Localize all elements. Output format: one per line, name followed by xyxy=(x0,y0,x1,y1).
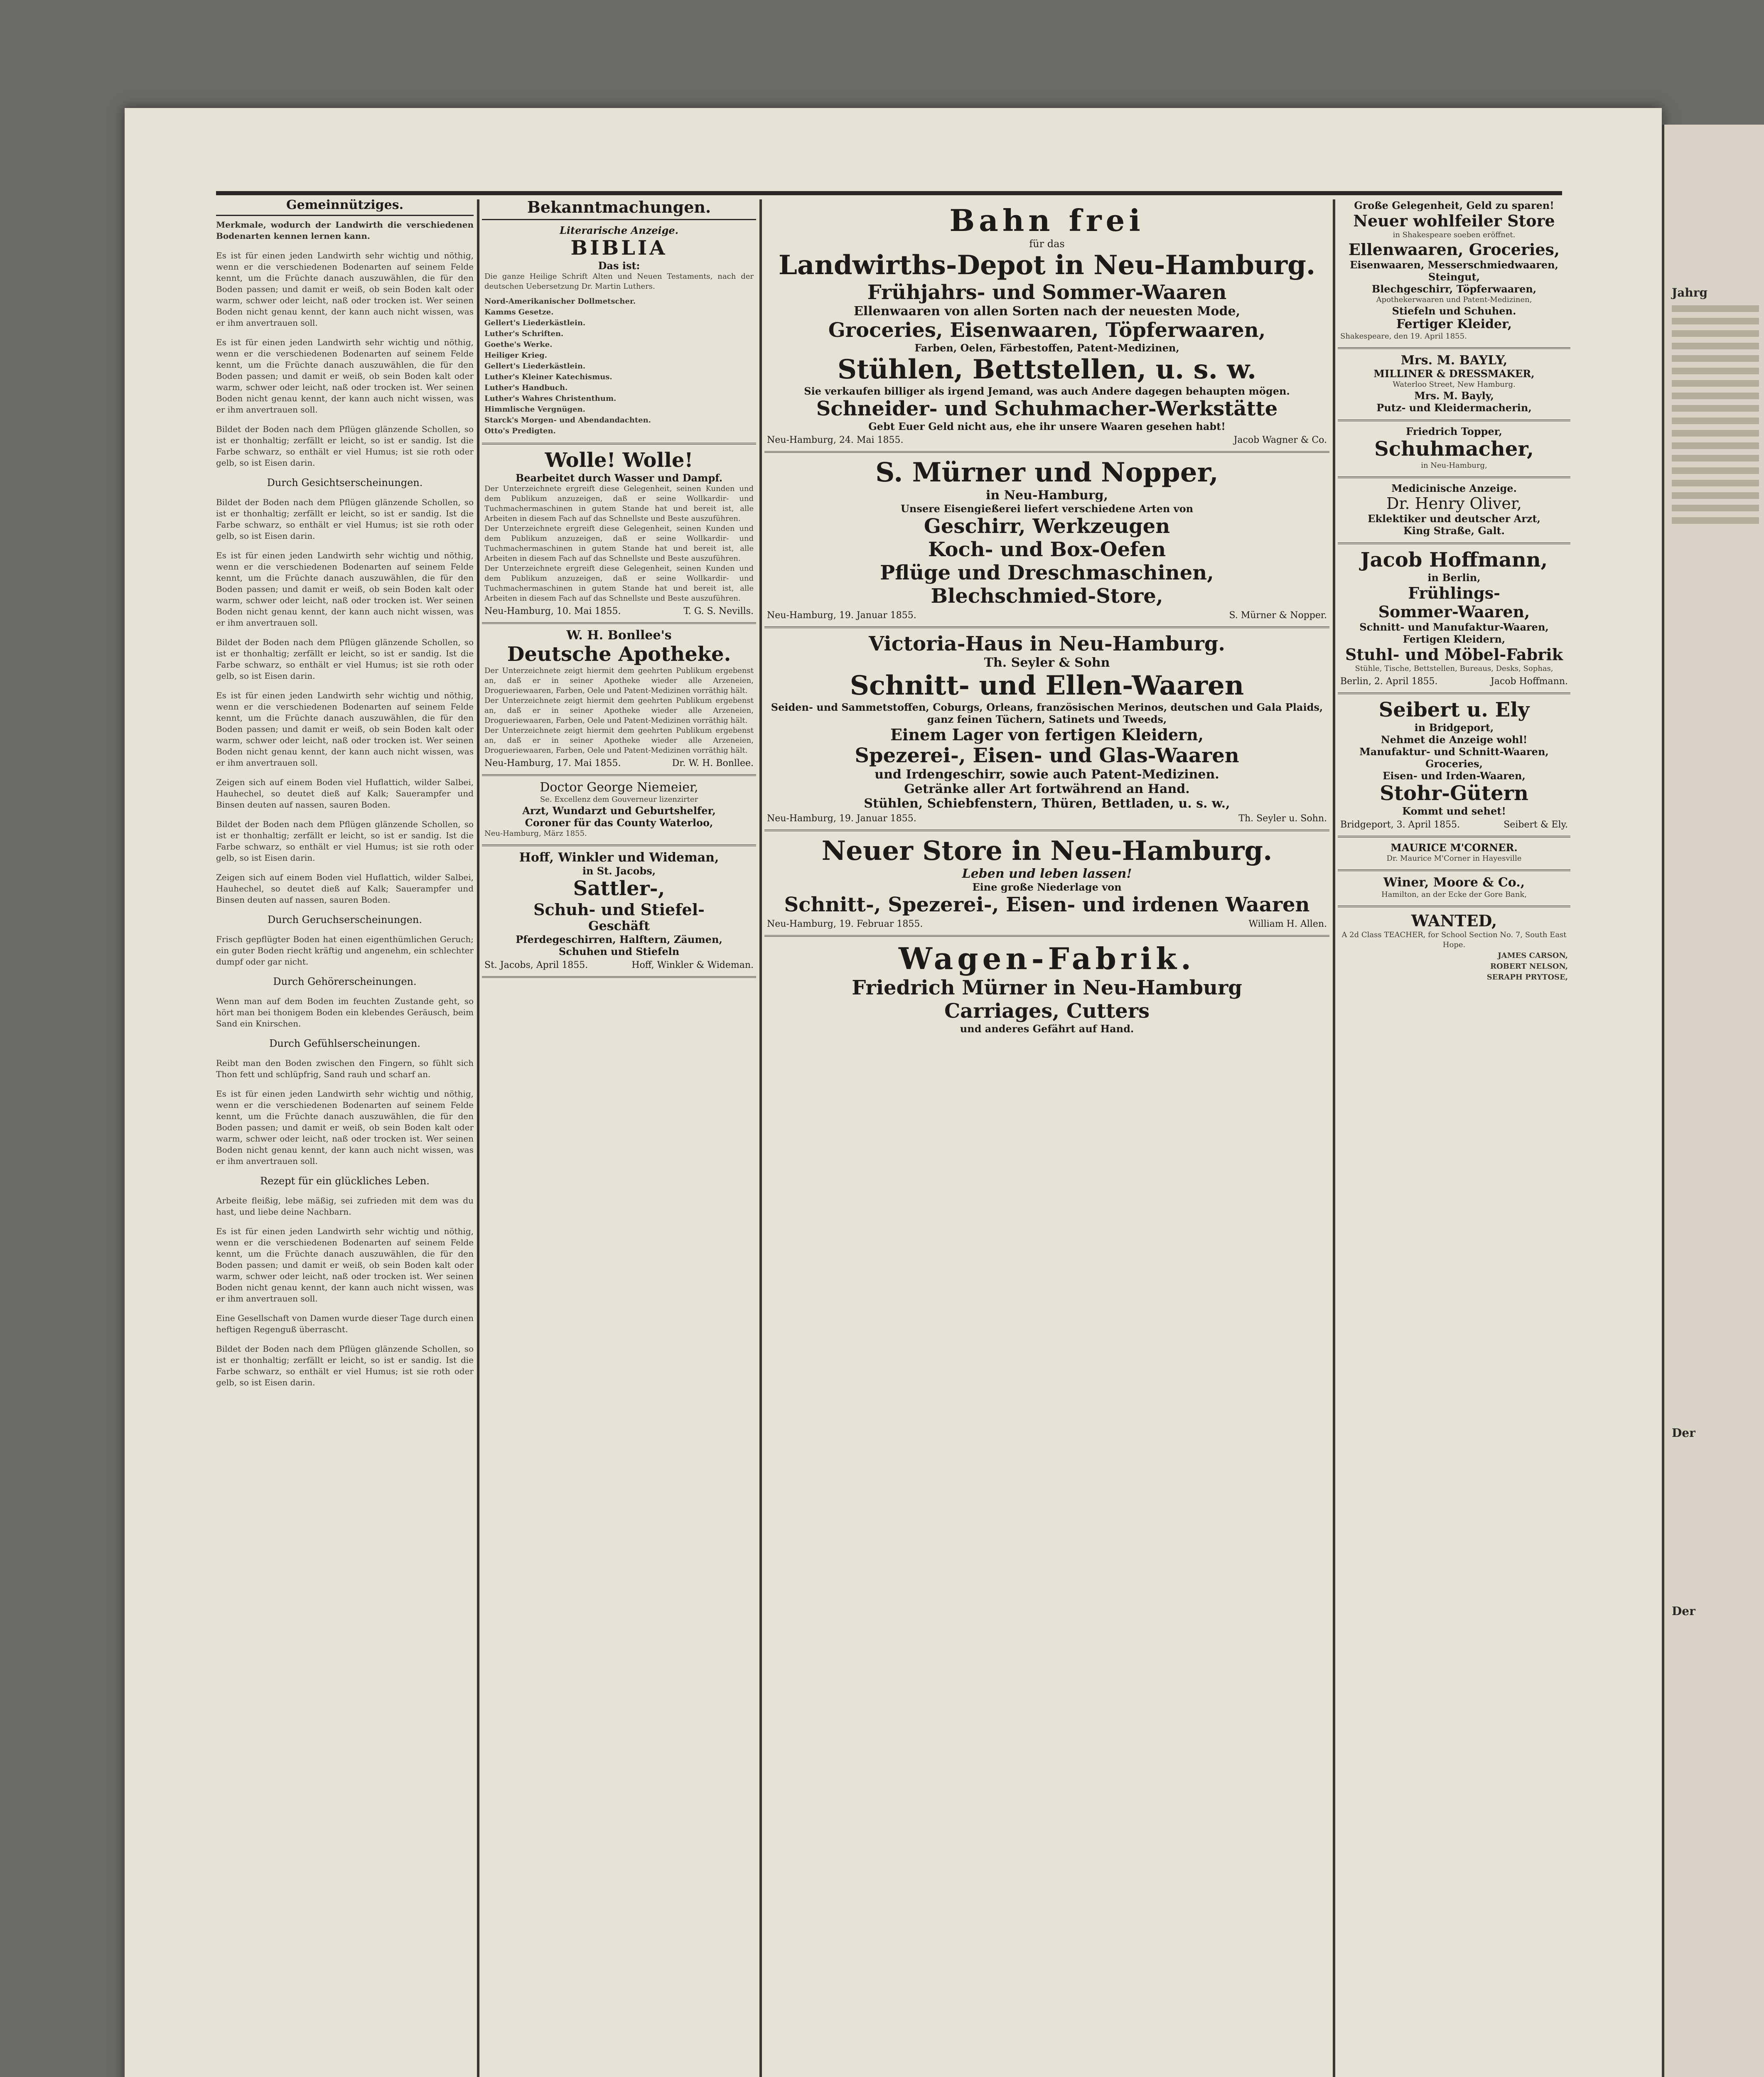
section-heading: Durch Geruchserscheinungen. xyxy=(267,914,422,926)
ad-text: Apothekerwaaren und Patent-Medizinen, xyxy=(1376,295,1532,304)
paragraph: Frisch gepflügter Boden hat einen eigenthümlichen Geruch; ein guter Boden riecht kräftig und angenehm, ein schlechter dumpf oder gar nicht. xyxy=(216,934,474,967)
column-rule xyxy=(477,199,479,2077)
ad-text: Fertigen Kleidern, xyxy=(1403,633,1506,645)
ad-signature: Seibert & Ely. xyxy=(1504,820,1568,830)
ad-text: Ellenwaaren von allen Sorten nach der neuesten Mode, xyxy=(853,304,1241,319)
paragraph: Eine Gesellschaft von Damen wurde dieser Tage durch einen heftigen Regenguß überrascht. xyxy=(216,1313,474,1334)
paragraph: Bildet der Boden nach dem Pflügen glänzende Schollen, so ist er thonhaltig; zerfällt er leicht, so ist er sandig. Ist die Farbe schwarz, so enthält er viel Humus; ist sie roth oder gelb, so ist Eisen darin. xyxy=(216,424,474,468)
ad-date: Shakespeare, den 19. April 1855. xyxy=(1340,332,1467,341)
ad-text: Der Unterzeichnete zeigt hiermit dem geehrten Publikum ergebenst an, daß er in seiner Apotheke wieder alle Arzeneien, Drogueriewaaren, Farben, Oele und Patent-Medizinen vorräthig hält. xyxy=(484,666,754,695)
ad-title: WANTED, xyxy=(1411,911,1497,930)
ad-subtitle: Putz- und Kleidermacherin, xyxy=(1376,402,1532,414)
paragraph: Zeigen sich auf einem Boden viel Huflattich, wilder Salbei, Hauhechel, so deutet dieß auf Kalk; Sauerampfer und Binsen deuten auf nassen, sauren Boden. xyxy=(216,777,474,810)
ad-text: Eine große Niederlage von xyxy=(972,881,1122,893)
ad-subtitle: Spezerei-, Eisen- und Glas-Waaren xyxy=(855,744,1239,767)
paragraph: Es ist für einen jeden Landwirth sehr wichtig und nöthig, wenn er die verschiedenen Bodenarten auf seinem Felde kennt, um die Früchte danach auszuwählen, die für den Boden passen; und damit er weiß, ob sein Boden kalt oder warm, schwer oder leicht, naß oder trocken ist. Wer seinen Boden nicht genau kennt, der kann auch nicht wissen, was er ihm anvertrauen soll. xyxy=(216,1226,474,1304)
book-item: Gellert's Liederkästlein. xyxy=(484,319,586,327)
ad-text: Farben, Oelen, Färbestoffen, Patent-Medizinen, xyxy=(914,342,1179,354)
trustee-name: ROBERT NELSON, xyxy=(1490,962,1568,971)
ad-title: Neuer wohlfeiler Store xyxy=(1353,211,1555,230)
trustee-list xyxy=(1340,951,1568,982)
ad-signature: S. Mürner & Nopper. xyxy=(1229,610,1327,621)
ad-text: Der Unterzeichnete ergreift diese Gelegenheit, seinen Kunden und dem Publikum anzuzeigen, daß er seine Wollkardir- und Tuchmachermaschinen in gutem Stande hat und bereit ist, alle Arbeiten in diesem Fach auf das Schnellste und Beste auszuführen. xyxy=(484,524,754,563)
book-item: Luther's Wahres Christenthum. xyxy=(484,394,617,403)
ad-text: Getränke aller Art fortwährend an Hand. xyxy=(904,782,1190,796)
strip-text: Der xyxy=(1672,1604,1695,1618)
ad-subtitle: Coroner für das County Waterloo, xyxy=(525,817,713,829)
ad-text: in Shakespeare soeben eröffnet. xyxy=(1393,231,1516,239)
ad-subtitle: Mrs. M. Bayly, xyxy=(1414,390,1494,402)
ad-subtitle: in Neu-Hamburg, xyxy=(986,488,1108,503)
ad-text: Der Unterzeichnete ergreift diese Gelegenheit, seinen Kunden und dem Publikum anzuzeigen, daß er seine Wollkardir- und Tuchmachermaschinen in gutem Stande hat und bereit ist, alle Arbeiten in diesem Fach auf das Schnellste und Beste auszuführen. xyxy=(484,564,754,603)
ad-text: Stiefeln und Schuhen. xyxy=(1392,305,1516,317)
paragraph: Bildet der Boden nach dem Pflügen glänzende Schollen, so ist er thonhaltig; zerfällt er leicht, so ist er sandig. Ist die Farbe schwarz, so enthält er viel Humus; ist sie roth oder gelb, so ist Eisen darin. xyxy=(216,1344,474,1387)
ad-title: Stohr-Gütern xyxy=(1380,782,1528,805)
ad-text: und Irdengeschirr, sowie auch Patent-Medizinen. xyxy=(875,767,1219,782)
ad-subtitle: Friedrich Mürner in Neu-Hamburg xyxy=(852,976,1242,999)
paragraph: Arbeite fleißig, lebe mäßig, sei zufrieden mit dem was du hast, und liebe deine Nachbarn. xyxy=(216,1196,474,1217)
ad-title: Schnitt- und Ellen-Waaren xyxy=(850,670,1244,701)
ad-text: Schnitt- und Manufaktur-Waaren, xyxy=(1359,621,1549,633)
ad-heading: Literarische Anzeige. xyxy=(560,224,678,236)
ad-title: Doctor George Niemeier, xyxy=(540,780,698,795)
ad-text: Schuhen und Stiefeln xyxy=(558,945,680,957)
ad-title: Jacob Hoffmann, xyxy=(1360,548,1548,572)
ad-subtitle: Bearbeitet durch Wasser und Dampf. xyxy=(515,472,723,484)
ad-subtitle: W. H. Bonllee's xyxy=(566,628,672,643)
ad-subtitle: Carriages, Cutters xyxy=(944,999,1150,1023)
strip-text: Der xyxy=(1672,1426,1695,1440)
ad-text: Seiden- und Sammetstoffen, Coburgs, Orleans, französischen Merinos, deutschen und Gala Plaids, ganz feinen Tüchern, Satinets und Tweeds, xyxy=(771,701,1323,725)
ad-date: Neu-Hamburg, 19. Januar 1855. xyxy=(767,813,916,824)
ad-subtitle: Th. Seyler & Sohn xyxy=(984,656,1110,670)
ad-text: Dr. Maurice M'Corner in Hayesville xyxy=(1386,854,1522,863)
ad-title: BIBLIA xyxy=(570,236,668,260)
ad-text: Nehmet die Anzeige wohl! xyxy=(1381,734,1528,746)
ad-text: Groceries, xyxy=(1425,758,1483,770)
ad-subtitle: Blechschmied-Store, xyxy=(931,584,1163,608)
ad-title: Wolle! Wolle! xyxy=(545,449,693,472)
book-list xyxy=(484,297,754,436)
ad-title: Bahn frei xyxy=(949,203,1145,238)
ad-text: Manufaktur- und Schnitt-Waaren, xyxy=(1359,746,1549,758)
ad-title: Schuh- und Stiefel- xyxy=(533,900,705,919)
ad-subtitle: Geschirr, Werkzeugen xyxy=(924,515,1170,538)
ad-subtitle: Koch- und Box-Oefen xyxy=(928,538,1166,561)
book-item: Kamms Gesetze. xyxy=(484,308,554,317)
ad-text: Waterloo Street, New Hamburg. xyxy=(1393,380,1516,389)
book-item: Gellert's Liederkästlein. xyxy=(484,362,586,371)
ad-signature: William H. Allen. xyxy=(1248,919,1327,929)
ad-signature: T. G. S. Nevills. xyxy=(683,606,754,616)
ad-text: Eisen- und Irden-Waaren, xyxy=(1383,770,1526,782)
ad-subtitle: Groceries, Eisenwaaren, Töpferwaaren, xyxy=(828,319,1266,342)
ad-title: Hoff, Winkler und Wideman, xyxy=(519,850,719,865)
ad-text: Unsere Eisengießerei liefert verschiedene Arten von xyxy=(900,503,1194,515)
ad-text: Eisenwaaren, Messerschmiedwaaren, Steingut, xyxy=(1350,259,1558,283)
ad-subtitle: Frühlings- xyxy=(1408,584,1500,602)
ad-date: Neu-Hamburg, 24. Mai 1855. xyxy=(767,435,904,445)
ad-subtitle: in St. Jacobs, xyxy=(582,865,656,877)
book-item: Otto's Predigten. xyxy=(484,427,556,435)
ad-subtitle: Pflüge und Dreschmaschinen, xyxy=(880,561,1214,584)
ad-subtitle: Einem Lager von fertigen Kleidern, xyxy=(890,725,1204,744)
ad-title: Dr. Henry Oliver, xyxy=(1386,494,1522,513)
ad-title: Stuhl- und Möbel-Fabrik xyxy=(1345,645,1563,664)
ad-title: Deutsche Apotheke. xyxy=(507,643,731,666)
ad-signature: Dr. W. H. Bonllee. xyxy=(672,758,754,768)
trustee-name: JAMES CARSON, xyxy=(1498,951,1568,960)
ad-subtitle: Frühjahrs- und Sommer-Waaren xyxy=(867,281,1227,304)
ad-text: Stühle, Tische, Bettstellen, Bureaus, Desks, Sophas, xyxy=(1355,664,1553,673)
section-heading: Durch Gefühlserscheinungen. xyxy=(269,1038,420,1049)
ad-text: Kommt und sehet! xyxy=(1402,805,1506,817)
ad-text: Stühlen, Schiebfenstern, Thüren, Bettladen, u. s. w., xyxy=(864,796,1230,811)
ad-subtitle: Friedrich Topper, xyxy=(1406,425,1502,437)
ad-text: A 2d Class TEACHER, for School Section No. 7, South East Hope. xyxy=(1341,930,1567,949)
ad-title: Ellenwaaren, Groceries, xyxy=(1348,240,1560,259)
ad-signature: Jacob Hoffmann. xyxy=(1491,676,1568,687)
paragraph: Zeigen sich auf einem Boden viel Huflattich, wilder Salbei, Hauhechel, so deutet dieß auf Kalk; Sauerampfer und Binsen deuten auf nassen, sauren Boden. xyxy=(216,872,474,905)
ad-title: Landwirths-Depot in Neu-Hamburg. xyxy=(778,250,1316,281)
section-heading: Durch Gesichtserscheinungen. xyxy=(267,477,423,489)
top-rule xyxy=(216,191,1562,195)
ad-date: Neu-Hamburg, 10. Mai 1855. xyxy=(484,606,621,616)
ad-signature: Jacob Wagner & Co. xyxy=(1233,435,1327,445)
ad-date: Neu-Hamburg, 17. Mai 1855. xyxy=(484,758,621,768)
book-item: Starck's Morgen- und Abendandachten. xyxy=(484,416,651,425)
ad-text: King Straße, Galt. xyxy=(1403,525,1505,537)
ad-text: Blechgeschirr, Töpferwaaren, xyxy=(1371,283,1537,295)
paragraph: Wenn man auf dem Boden im feuchten Zustande geht, so hört man bei thonigem Boden ein klebendes Geräusch, beim Sand ein Knirschen. xyxy=(216,996,474,1029)
ad-title: S. Mürner und Nopper, xyxy=(875,457,1219,488)
paragraph: Es ist für einen jeden Landwirth sehr wichtig und nöthig, wenn er die verschiedenen Bodenarten auf seinem Felde kennt, um die Früchte danach auszuwählen, die für den Boden passen; und damit er weiß, ob sein Boden kalt oder warm, schwer oder leicht, naß oder trocken ist. Wer seinen Boden nicht genau kennt, der kann auch nicht wissen, was er ihm anvertrauen soll. xyxy=(216,250,474,328)
book-item: Heiliger Krieg. xyxy=(484,351,548,360)
ad-date: Neu-Hamburg, März 1855. xyxy=(484,829,587,838)
paragraph: Bildet der Boden nach dem Pflügen glänzende Schollen, so ist er thonhaltig; zerfällt er leicht, so ist er sandig. Ist die Farbe schwarz, so enthält er viel Humus; ist sie roth oder gelb, so ist Eisen darin. xyxy=(216,497,474,541)
ad-text: Hamilton, an der Ecke der Gore Bank, xyxy=(1381,890,1527,899)
section-heading: Rezept für ein glückliches Leben. xyxy=(260,1175,430,1187)
ad-title: Sattler-, xyxy=(573,877,665,900)
column-main-ads xyxy=(764,195,1329,1041)
ad-subtitle: MILLINER & DRESSMAKER, xyxy=(1373,368,1535,380)
ad-subtitle: Eklektiker und deutscher Arzt, xyxy=(1368,513,1540,525)
ad-date: Neu-Hamburg, 19. Januar 1855. xyxy=(767,610,916,621)
column-bekanntmachungen xyxy=(482,195,756,978)
ad-subtitle: Leben und leben lassen! xyxy=(962,867,1132,881)
column-gemeinnuetziges xyxy=(216,195,474,1397)
book-item: Luther's Handbuch. xyxy=(484,383,568,392)
ad-heading: Große Gelegenheit, Geld zu sparen! xyxy=(1354,199,1554,211)
ad-title: Wagen-Fabrik. xyxy=(898,941,1196,976)
paragraph: Reibt man den Boden zwischen den Fingern, so fühlt sich Thon fett und schlüpfrig, Sand rauh und scharf an. xyxy=(216,1058,474,1079)
column-rule xyxy=(1333,199,1335,2077)
ad-title: Neuer Store in Neu-Hamburg. xyxy=(821,835,1273,867)
ad-subtitle: Das ist: xyxy=(598,260,640,272)
ad-date: Berlin, 2. April 1855. xyxy=(1340,676,1438,687)
ad-date: St. Jacobs, April 1855. xyxy=(484,960,588,970)
lead-text: Merkmale, wodurch der Landwirth die verschiedenen Bodenarten kennen lernen kann. xyxy=(216,220,474,241)
ad-subtitle: in Berlin, xyxy=(1427,572,1481,584)
ad-text: und anderes Gefährt auf Hand. xyxy=(960,1023,1134,1035)
ad-subtitle: Geschäft xyxy=(588,919,650,933)
ad-date: Neu-Hamburg, 19. Februar 1855. xyxy=(767,919,923,929)
ad-subtitle: Schnitt-, Spezerei-, Eisen- und irdenen Waaren xyxy=(784,893,1310,916)
paragraph: Es ist für einen jeden Landwirth sehr wichtig und nöthig, wenn er die verschiedenen Bodenarten auf seinem Felde kennt, um die Früchte danach auszuwählen, die für den Boden passen; und damit er weiß, ob sein Boden kalt oder warm, schwer oder leicht, naß oder trocken ist. Wer seinen Boden nicht genau kennt, der kann auch nicht wissen, was er ihm anvertrauen soll. xyxy=(216,690,474,768)
column-heading: Gemeinnütziges. xyxy=(216,195,474,216)
column-right-ads xyxy=(1338,195,1570,989)
book-item: Himmlische Vergnügen. xyxy=(484,405,585,414)
ad-date: Bridgeport, 3. April 1855. xyxy=(1340,820,1460,830)
ad-text: Der Unterzeichnete ergreift diese Gelegenheit, seinen Kunden und dem Publikum anzuzeigen, daß er seine Wollkardir- und Tuchmachermaschinen in gutem Stande hat und bereit ist, alle Arbeiten in diesem Fach auf das Schnellste und Beste auszuführen. xyxy=(484,484,754,523)
column-heading: Bekanntmachungen. xyxy=(482,195,756,220)
strip-text: Jahrg xyxy=(1672,286,1708,300)
ad-subtitle: Fertiger Kleider, xyxy=(1396,317,1512,331)
book-item: Nord-Amerikanischer Dollmetscher. xyxy=(484,297,636,306)
ad-title: Mrs. M. BAYLY, xyxy=(1400,353,1508,368)
paragraph: Bildet der Boden nach dem Pflügen glänzende Schollen, so ist er thonhaltig; zerfällt er leicht, so ist er sandig. Ist die Farbe schwarz, so enthält er viel Humus; ist sie roth oder gelb, so ist Eisen darin. xyxy=(216,637,474,681)
ad-heading: Medicinische Anzeige. xyxy=(1391,482,1517,494)
ad-text: in Neu-Hamburg, xyxy=(1421,461,1487,470)
book-item: Luther's Kleiner Katechismus. xyxy=(484,373,612,381)
ad-text: Der Unterzeichnete zeigt hiermit dem geehrten Publikum ergebenst an, daß er in seiner Apotheke wieder alle Arzeneien, Drogueriewaaren, Farben, Oele und Patent-Medizinen vorräthig hält. xyxy=(484,696,754,725)
ad-signature: Hoff, Winkler & Wideman. xyxy=(631,960,754,970)
paragraph: Bildet der Boden nach dem Pflügen glänzende Schollen, so ist er thonhaltig; zerfällt er leicht, so ist er sandig. Ist die Farbe schwarz, so enthält er viel Humus; ist sie roth oder gelb, so ist Eisen darin. xyxy=(216,819,474,863)
ad-text: Sie verkaufen billiger als irgend Jemand, was auch Andere dagegen behaupten mögen. xyxy=(804,385,1290,397)
ad-signature: Th. Seyler u. Sohn. xyxy=(1238,813,1327,824)
ad-text: Se. Excellenz dem Gouverneur lizenzirter xyxy=(540,795,698,804)
ad-title: MAURICE M'CORNER. xyxy=(1391,842,1518,854)
ad-subtitle: für das xyxy=(1029,238,1065,250)
ad-title: Winer, Moore & Co., xyxy=(1383,875,1525,890)
section-heading: Durch Gehörerscheinungen. xyxy=(273,976,417,987)
ad-subtitle: in Bridgeport, xyxy=(1414,722,1494,734)
ad-text: Pferdegeschirren, Halftern, Zäumen, xyxy=(516,933,722,945)
ad-title: Stühlen, Bettstellen, u. s. w. xyxy=(837,354,1257,385)
column-rule xyxy=(759,199,762,2077)
ad-title: Victoria-Haus in Neu-Hamburg. xyxy=(868,632,1226,656)
ad-subtitle: Schneider- und Schuhmacher-Werkstätte xyxy=(816,397,1278,420)
trustee-name: SERAPH PRYTOSE, xyxy=(1486,973,1568,982)
paragraph: Es ist für einen jeden Landwirth sehr wichtig und nöthig, wenn er die verschiedenen Bodenarten auf seinem Felde kennt, um die Früchte danach auszuwählen, die für den Boden passen; und damit er weiß, ob sein Boden kalt oder warm, schwer oder leicht, naß oder trocken ist. Wer seinen Boden nicht genau kennt, der kann auch nicht wissen, was er ihm anvertrauen soll. xyxy=(216,337,474,415)
ad-subtitle: Arzt, Wundarzt und Geburtshelfer, xyxy=(522,805,716,817)
ad-subtitle: Sommer-Waaren, xyxy=(1378,602,1530,621)
ad-text: Gebt Euer Geld nicht aus, ehe ihr unsere Waaren gesehen habt! xyxy=(868,420,1226,432)
paragraph: Es ist für einen jeden Landwirth sehr wichtig und nöthig, wenn er die verschiedenen Bodenarten auf seinem Felde kennt, um die Früchte danach auszuwählen, die für den Boden passen; und damit er weiß, ob sein Boden kalt oder warm, schwer oder leicht, naß oder trocken ist. Wer seinen Boden nicht genau kennt, der kann auch nicht wissen, was er ihm anvertrauen soll. xyxy=(216,550,474,628)
paragraph: Es ist für einen jeden Landwirth sehr wichtig und nöthig, wenn er die verschiedenen Bodenarten auf seinem Felde kennt, um die Früchte danach auszuwählen, die für den Boden passen; und damit er weiß, ob sein Boden kalt oder warm, schwer oder leicht, naß oder trocken ist. Wer seinen Boden nicht genau kennt, der kann auch nicht wissen, was er ihm anvertrauen soll. xyxy=(216,1089,474,1166)
book-item: Luther's Schriften. xyxy=(484,329,564,338)
adjacent-page-strip xyxy=(1662,125,1764,2077)
ad-title: Seibert u. Ely xyxy=(1378,698,1530,722)
ad-text: Der Unterzeichnete zeigt hiermit dem geehrten Publikum ergebenst an, daß er in seiner Apotheke wieder alle Arzeneien, Drogueriewaaren, Farben, Oele und Patent-Medizinen vorräthig hält. xyxy=(484,726,754,755)
book-item: Goethe's Werke. xyxy=(484,340,553,349)
ad-title: Schuhmacher, xyxy=(1374,437,1534,461)
ad-text: Die ganze Heilige Schrift Alten und Neuen Testaments, nach der deutschen Uebersetzung Dr. Martin Luthers. xyxy=(484,272,754,291)
